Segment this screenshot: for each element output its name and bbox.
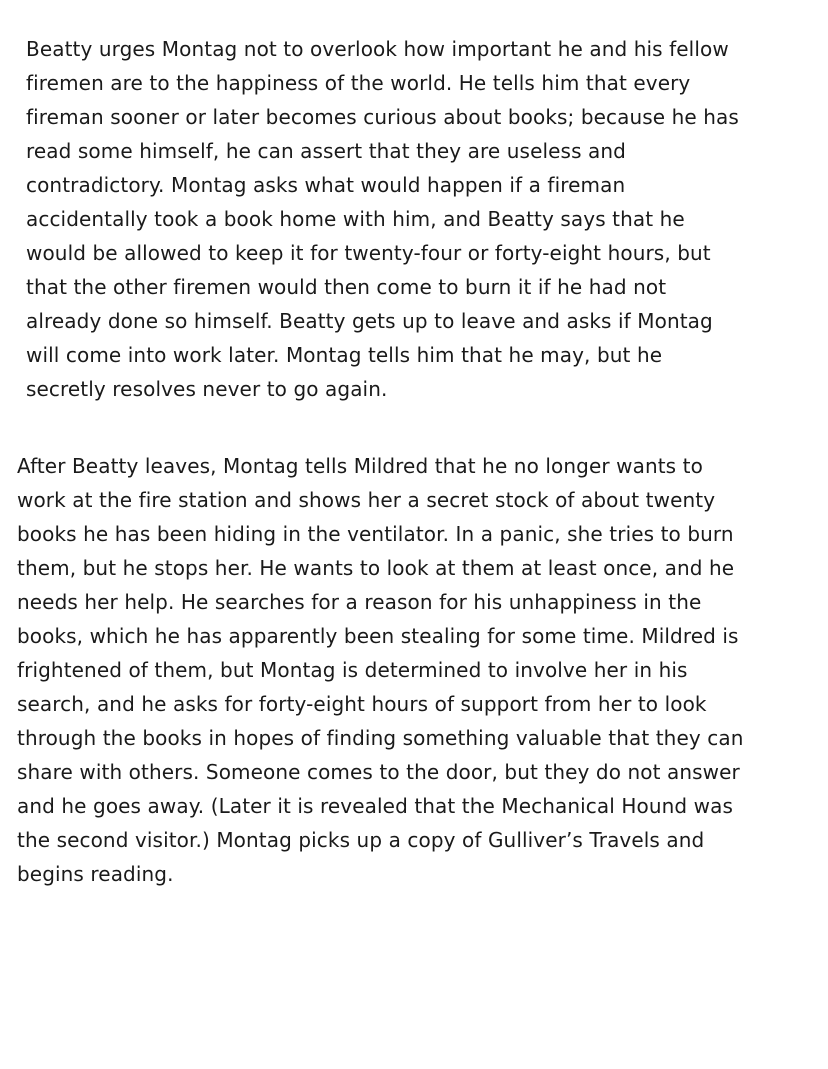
- text-line: and he goes away. (Later it is revealed that the Mechanical Hound was: [17, 794, 733, 818]
- text-line: begins reading.: [17, 862, 174, 886]
- text-line: will come into work later. Montag tells him that he may, but he: [26, 343, 663, 367]
- text-line: that the other firemen would then come to burn it if he had not: [26, 275, 667, 299]
- text-line: read some himself, he can assert that they are useless and: [26, 139, 626, 163]
- text-line: the second visitor.) Montag picks up a copy of Gulliver’s Travels and: [17, 828, 705, 852]
- text-line: them, but he stops her. He wants to look at them at least once, and he: [17, 556, 735, 580]
- text-line: accidentally took a book home with him, and Beatty says that he: [26, 207, 685, 231]
- text-line: fireman sooner or later becomes curious about books; because he has: [26, 105, 739, 129]
- text-line: frightened of them, but Montag is determined to involve her in his: [17, 658, 688, 682]
- text-line: After Beatty leaves, Montag tells Mildred that he no longer wants to: [17, 454, 703, 478]
- text-line: books he has been hiding in the ventilator. In a panic, she tries to burn: [17, 522, 734, 546]
- text-line: work at the fire station and shows her a secret stock of about twenty: [17, 488, 716, 512]
- text-line: would be allowed to keep it for twenty-four or forty-eight hours, but: [26, 241, 711, 265]
- text-line: share with others. Someone comes to the door, but they do not answer: [17, 760, 740, 784]
- paragraph-beatty-visit: [26, 32, 739, 406]
- text-line: Beatty urges Montag not to overlook how important he and his fellow: [26, 37, 729, 61]
- text-line: firemen are to the happiness of the world. He tells him that every: [26, 71, 691, 95]
- text-line: needs her help. He searches for a reason for his unhappiness in the: [17, 590, 702, 614]
- text-line: contradictory. Montag asks what would happen if a fireman: [26, 173, 626, 197]
- text-line: already done so himself. Beatty gets up to leave and asks if Montag: [26, 309, 713, 333]
- text-line: search, and he asks for forty-eight hours of support from her to look: [17, 692, 707, 716]
- paragraph-after-beatty-leaves: [17, 449, 743, 891]
- text-line: secretly resolves never to go again.: [26, 377, 388, 401]
- text-line: books, which he has apparently been stealing for some time. Mildred is: [17, 624, 739, 648]
- text-line: through the books in hopes of finding something valuable that they can: [17, 726, 744, 750]
